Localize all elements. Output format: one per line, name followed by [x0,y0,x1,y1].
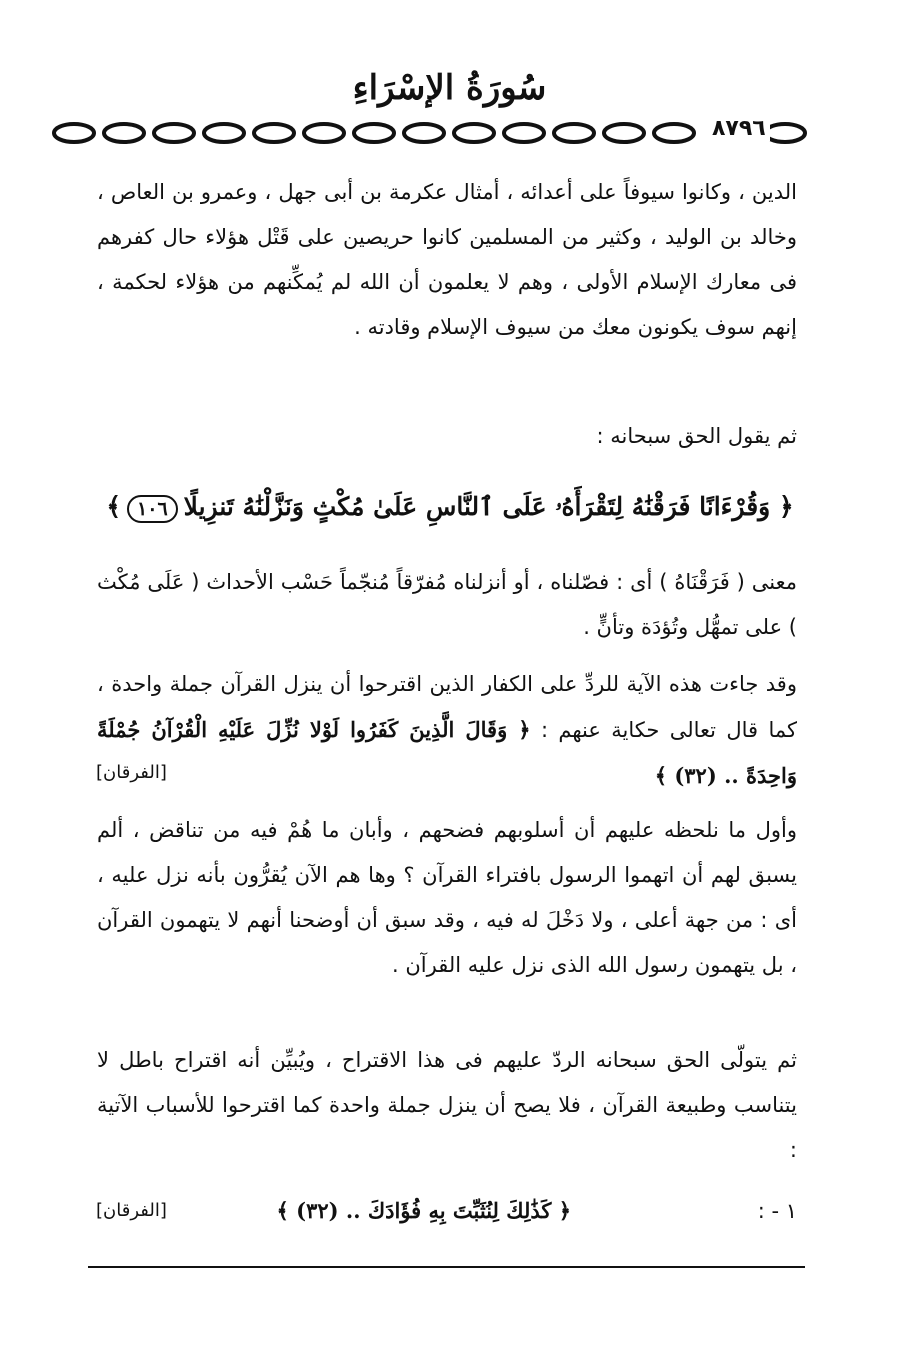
surah-reference-furqan: [الفرقان] [96,762,167,783]
quran-quote-item-1: ﴿ كَذَٰلِكَ لِنُثَبِّتَ بِهِ فُؤَادَكَ .. (٣٢) ﴾ [276,1198,572,1223]
surah-reference-item-1: [الفرقان] [96,1200,167,1221]
paragraph-3: معنى ( فَرَقْنَاهُ ) أى : فصّلناه ، أو أنزلناه مُفرّقاً مُنجّماً حَسْب الأحداث ( عَلَى مُكْث ) على تمهُّل وتُؤدَة وتأنٍّ . [97,570,797,639]
quran-verse-106 [100,482,800,532]
surah-title: سُورَةُ الإسْرَاءِ [352,68,547,108]
header-ornament-border [50,118,810,148]
paragraph-1: الدين ، وكانوا سيوفاً على أعدائه ، أمثال عكرمة بن أبى جهل ، وعمرو بن العاص ، وخالد بن الوليد ، وكثير من المسلمين كانوا حريصين على قَتْل هؤلاء حال كفرهم فى معارك الإسلام الأولى ، وهم لا يعلمون أن الله لم يُمكِّنهم من هؤلاء لحكمة ، إنهم سوف يكونون معك من سيوف الإسلام وقادته . [97,180,797,339]
paragraph-6: ثم يتولّى الحق سبحانه الردّ عليهم فى هذا الاقتراح ، ويُبيِّن أنه اقتراح باطل لا يتناسب وطبيعة القرآن ، فلا يصح أن ينزل جملة واحدة كما اقترحوا للأسباب الآتية : [97,1048,797,1162]
verse-close-bracket: ﴾ [106,492,122,521]
list-item-1 [97,1188,797,1234]
paragraph-2: ثم يقول الحق سبحانه : [596,424,797,448]
footer-rule [88,1266,805,1268]
list-item-number: ١ - : [757,1199,797,1223]
quran-quote-furqan-32: ﴿ وَقَالَ الَّذِينَ كَفَرُوا لَوْلا نُزِّلَ عَلَيْهِ الْقُرْآنُ جُمْلَةً وَاحِدَةً .. (٣٢) ﴾ [97,717,797,788]
paragraph-4 [97,662,797,799]
paragraph-4-text: وقد جاءت هذه الآية للردِّ على الكفار الذين اقترحوا أن ينزل القرآن جملة واحدة ، كما قال تعالى حكاية عنهم : [97,672,798,742]
ayah-number-marker: ١٠٦ [127,495,178,523]
page-number: ٨٧٩٦ [708,116,770,141]
paragraph-5: وأول ما نلحظه عليهم أن أسلوبهم فضحهم ، وأبان ما هُمْ فيه من تناقض ، ألم يسبق لهم أن اتهموا الرسول بافتراء القرآن ؟ وها هم الآن يُقرُّون بأنه نزل عليه ، أى : من جهة أعلى ، ولا دَخْلَ له فيه ، وقد سبق أن أوضحنا أنهم لا يتهمون القرآن ، بل يتهمون رسول الله الذى نزل عليه القرآن . [97,818,797,977]
verse-text: ﴿ وَقُرْءَانًا فَرَقْنَٰهُ لِتَقْرَأَهُۥ عَلَى ٱلنَّاسِ عَلَىٰ مُكْثٍ وَنَزَّلْنَٰهُ تَنزِيلًا [183,492,794,521]
